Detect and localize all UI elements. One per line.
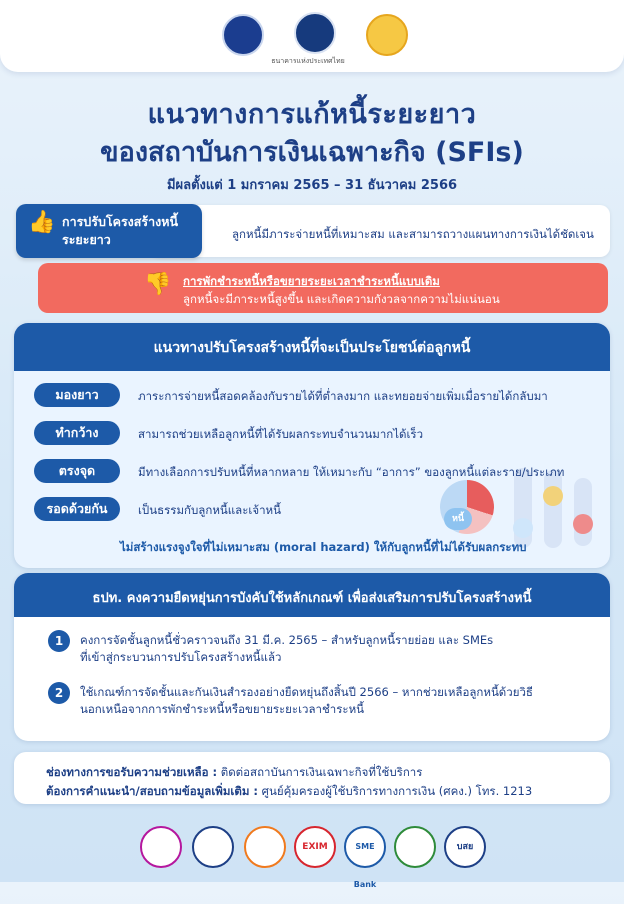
- slider-bar-3: [574, 478, 592, 546]
- measure-1-line2: ที่เข้าสู่กระบวนการปรับโครงสร้างหนี้แล้ว: [80, 650, 282, 664]
- islamic-bank-logo: [394, 826, 436, 868]
- principle-text-targeted: มีทางเลือกการปรับหนี้ที่หลากหลาย ให้เหมาะกับ “อาการ” ของลูกหนี้แต่ละราย/ประเภท: [138, 465, 565, 479]
- restructure-title: การปรับโครงสร้างหนี้ระยะยาว: [62, 214, 179, 247]
- principle-label-wide: ทำกว้าง: [34, 421, 120, 445]
- baac-logo: [192, 826, 234, 868]
- thumbs-up-icon: 👍: [28, 210, 56, 235]
- measure-2-line1: ใช้เกณฑ์การจัดชั้นและกันเงินสำรองอย่างยืดหยุ่นถึงสิ้นปี 2566 – หากช่วยเหลือลูกหนี้ด้วยวิธี: [80, 685, 533, 699]
- contact-help: [46, 764, 422, 782]
- bank-of-thailand-logo: [294, 12, 336, 54]
- ministry-of-finance-logo: [222, 14, 264, 56]
- principle-text-look-long: ภาระการจ่ายหนี้สอดคล้องกับรายได้ที่ต่ำลงมาก และทยอยจ่ายเพิ่มเมื่อรายได้กลับมา: [138, 389, 548, 403]
- logo-caption: ธนาคารแห่งประเทศไทย: [271, 57, 345, 65]
- restructure-description: ลูกหนี้มีภาระจ่ายหนี้ที่เหมาะสม และสามารถวางแผนทางการเงินได้ชัดเจน: [232, 227, 594, 241]
- page-title-line2: ของสถาบันการเงินเฉพาะกิจ (SFIs): [100, 137, 524, 168]
- measure-number-2: 2: [48, 682, 70, 704]
- principle-label-targeted: ตรงจุด: [34, 459, 120, 483]
- old-method-description: ลูกหนี้จะมีภาระหนี้สูงขึ้น และเกิดความกังวลจากความไม่แน่นอน: [183, 292, 500, 306]
- moral-hazard-note: ไม่สร้างแรงจูงใจที่ไม่เหมาะสม (moral hazard) ให้กับลูกหนี้ที่ไม่ได้รับผลกระทบ: [120, 540, 527, 554]
- slider-knob-3: [573, 514, 593, 534]
- exim-logo: EXIM: [294, 826, 336, 868]
- principle-text-survive-together: เป็นธรรมกับลูกหนี้และเจ้าหนี้: [138, 503, 281, 517]
- old-method-title: การพักชำระหนี้หรือขยายระยะเวลาชำระหนี้แบบเดิม: [183, 274, 440, 288]
- principles-title: แนวทางปรับโครงสร้างหนี้ที่จะเป็นประโยชน์ต่อลูกหนี้: [153, 340, 471, 356]
- sme-bank-logo: SME Bank: [344, 826, 386, 868]
- effective-date: มีผลตั้งแต่ 1 มกราคม 2565 – 31 ธันวาคม 2566: [166, 178, 458, 193]
- contact-help-value: ติดต่อสถาบันการเงินเฉพาะกิจที่ใช้บริการ: [220, 765, 423, 779]
- principle-label-look-long: มองยาว: [34, 383, 120, 407]
- slider-knob-1: [513, 518, 533, 538]
- principle-text-wide: สามารถช่วยเหลือลูกหนี้ที่ได้รับผลกระทบจำนวนมากได้เร็ว: [138, 427, 424, 441]
- principle-label-survive-together: รอดด้วยกัน: [34, 497, 120, 521]
- measure-1-line1: คงการจัดชั้นลูกหนี้ชั่วคราวจนถึง 31 มี.ค. 2565 – สำหรับลูกหนี้รายย่อย และ SMEs: [80, 633, 494, 647]
- measure-number-1: 1: [48, 630, 70, 652]
- debt-badge: หนี้: [444, 508, 472, 530]
- tcg-logo: บสย: [444, 826, 486, 868]
- ghbank-logo: [244, 826, 286, 868]
- contact-advice-label: ต้องการคำแนะนำ/สอบถามข้อมูลเพิ่มเติม :: [46, 784, 259, 798]
- contact-advice-value: ศูนย์คุ้มครองผู้ใช้บริการทางการเงิน (ศคง.) โทร. 1213: [261, 784, 533, 798]
- contact-help-label: ช่องทางการขอรับความช่วยเหลือ :: [46, 765, 218, 779]
- gsb-logo: [140, 826, 182, 868]
- slider-knob-2: [543, 486, 563, 506]
- page-title-line1: แนวทางการแก้หนี้ระยะยาว: [147, 99, 477, 130]
- jgs-cipa-logo: [366, 14, 408, 56]
- measure-2-line2: นอกเหนือจากการพักชำระหนี้หรือขยายระยะเวลาชำระหนี้: [80, 702, 365, 716]
- contact-advice: [46, 783, 532, 801]
- thumbs-down-icon: 👎: [144, 272, 172, 297]
- regulation-title: ธปท. คงความยืดหยุ่นการบังคับใช้หลักเกณฑ์ เพื่อส่งเสริมการปรับโครงสร้างหนี้: [92, 591, 532, 606]
